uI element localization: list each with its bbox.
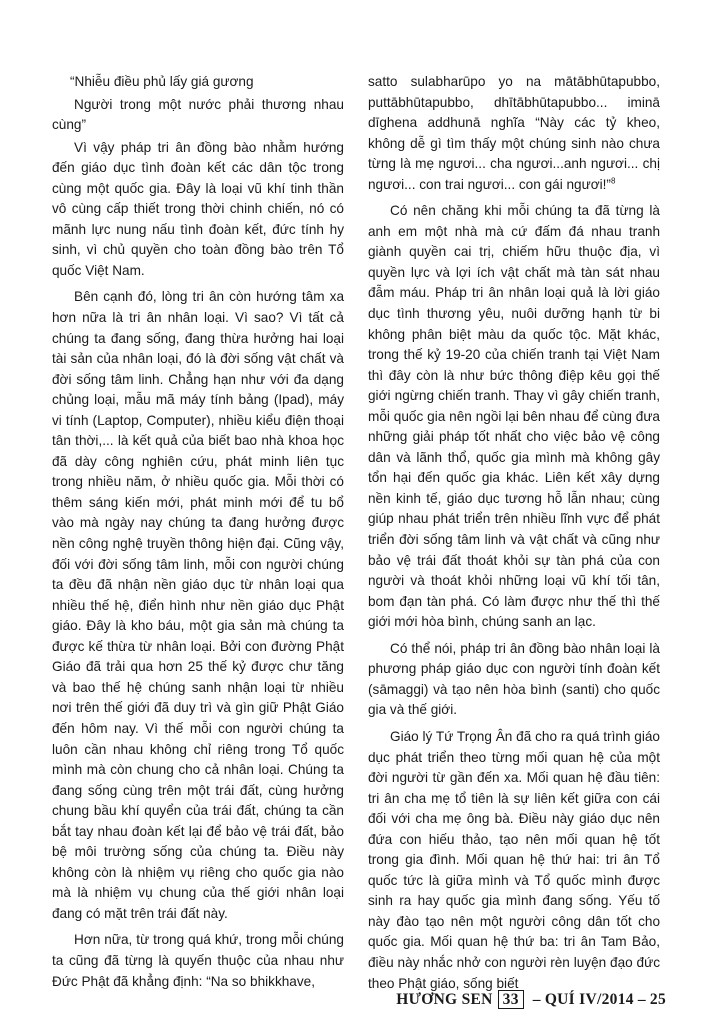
quote-line-2: Người trong một nước phải thương nhau cùng” (52, 96, 344, 133)
paragraph: Có nên chăng khi mỗi chúng ta đã từng là anh em một nhà mà cứ đấm đá nhau tranh giành quyền cai trị, chiếm hữu thuộc địa, vì quyền lực và lợi ích vật chất mà tàn sát nhau đẫm máu. Pháp tri ân nhân loại quả là lời giáo dục tình thương yêu, nuôi dưỡng hạnh từ bi không phân biệt màu da quốc tộc. Mặt khác, trong thế kỷ 19-20 của chiến tranh tại Việt Nam thì đây còn là như bức thông điệp kêu gọi thế giới ngừng chiến tranh. Thay vì gây chiến tranh, mỗi quốc gia nên ngồi lại bên nhau để cùng đưa những giải pháp tốt nhất cho việc bảo vệ công dân và lãnh thổ, quốc gia mình mà không gây tổn hại đến quốc gia khác. Liên kết xây dựng nền kinh tế, giáo dục tương hỗ lẫn nhau; cùng giúp nhau phát triển trên nhiều lĩnh vực để phát triển đời sống tâm linh và vật chất và cũng như bảo vệ trái đất thoát khỏi sự tàn phá của con người và thoát khỏi những loại vũ khí tối tân, bom đạn tàn phá. Có làm được như thế thì thế giới mới hòa bình, chúng sanh an lạc. (368, 203, 660, 630)
footnote-marker: 8 (610, 176, 616, 186)
paragraph: Có thể nói, pháp tri ân đồng bào nhân loại là phương pháp giáo dục con người tính đoàn kết (sāmaggi) và tạo nên hòa bình (santi) cho quốc gia và thế giới. (368, 640, 660, 718)
quote-line-1: “Nhiễu điều phủ lấy giá gương (70, 74, 254, 89)
page-number: 25 (649, 990, 666, 1008)
issue-number: 33 (498, 990, 524, 1009)
issue-quarter: QUÍ IV/2014 (544, 990, 634, 1008)
paragraph: Bên cạnh đó, lòng tri ân còn hướng tâm xa hơn nữa là tri ân nhân loại. Vì sao? Vì tất cả chúng ta đang sống, đang thừa hưởng hai loại tài sản của nhân loại, đó là đời sống vật chất và đời sống tâm linh. Chẳng hạn như với đa dạng chủng loại, mẫu mã máy tính bảng (Ipad), máy vi tính (Laptop, Computer), nhiều kiểu điện thoại tân thời,... là kết quả của biết bao nhà khoa học đã dày công nghiên cứu, phát minh liên tục trong nhiều năm, ở nhiều quốc gia. Mỗi thời có thêm sáng kiến mới, phát minh mới để tu bổ vào mà ngày nay chúng ta đang hưởng được nền công nghệ truyền thông hiện đại. Cũng vậy, đối với đời sống tâm linh, mỗi con người chúng ta đều đã nhận nền giáo dục từ nhân loại qua nhiều thế hệ, điển hình như nền giáo dục Phật giáo. Đây là kho báu, một gia sản mà chúng ta được kế thừa từ nhân loại. Bởi con đường Phật Giáo đã trải qua hơn 25 thế kỷ được chư tăng và bao thế hệ chúng sanh nhận loại từ nhiều nơi trên thế giới đã duy trì và gìn giữ Phật Giáo đến hôm nay. Vì thế mỗi con người chúng ta luôn cần nhau không chỉ riêng trong Tổ quốc mình mà còn chung cho cả nhân loại. Chúng ta đang sống cùng trên một trái đất, cùng hưởng chung bầu khí quyển của trái đất, chúng ta cần bắt tay nhau đoàn kết lại để bảo vệ trái đất, bảo bệ môi trường sống của chúng ta. Điều này không còn là nhiệm vụ riêng cho quốc gia nào mà là nhiệm vụ chung của thế giới nhân loại đang có mặt trên trái đất này. (52, 289, 344, 921)
paragraph: Giáo lý Tứ Trọng Ân đã cho ra quá trình giáo dục phát triển theo từng mối quan hệ của một đời người từ gần đến xa. Mối quan hệ đầu tiên: tri ân cha mẹ tổ tiên là sự liên kết giữa con cái đối với cha mẹ ông bà. Điều này giáo dục nên đứa con hiếu thảo, tạo nên mối quan hệ tốt trong gia đình. Mối quan hệ thứ hai: tri ân Tổ quốc tức là giữa mình và Tổ quốc mình được sinh ra hay quốc gia mình đang sống. Yếu tố này đào tạo nên một người công dân tốt cho quốc gia. Mối quan hệ thứ ba: tri ân Tam Bảo, điều này nhắc nhở con người rèn luyện đạo đức theo Phật giáo, sống biết (368, 728, 660, 991)
footer-dash: – (637, 990, 646, 1008)
paragraph: Vì vậy pháp tri ân đồng bào nhằm hướng đến giáo dục tình đoàn kết các dân tộc trong cùng một quốc gia. Đây là loại vũ khí tinh thần vô cùng cấp thiết trong thời chinh chiến, nó có mãnh lực nung nấu tình đoàn kết, đức tính hy sinh, vì chủ quyền cho toàn đồng bào trên Tổ quốc Việt Nam. (52, 139, 344, 278)
page-footer (370, 990, 666, 1009)
paragraph: Hơn nữa, từ trong quá khứ, trong mỗi chúng ta cũng đã từng là quyến thuộc của nhau như Đức Phật đã khẳng định: “Na so bhikkhave, (52, 932, 344, 989)
right-column (368, 72, 660, 1000)
footer-dash: – (532, 990, 541, 1008)
paragraph-text: satto sulabharūpo yo na mātābhūtapubbo, puttābhūtapubbo, dhītābhūtapubbo... iminā dīghena addhunā nghĩa “Này các tỷ kheo, không dễ gì tìm thấy một chúng sinh nào chưa từng là mẹ ngươi... cha ngươi...anh ngươi... chị ngươi... con trai ngươi... con gái ngươi!” (368, 74, 660, 192)
magazine-title: HƯƠNG SEN (396, 990, 493, 1008)
left-column (52, 72, 344, 998)
paragraph (368, 72, 660, 195)
